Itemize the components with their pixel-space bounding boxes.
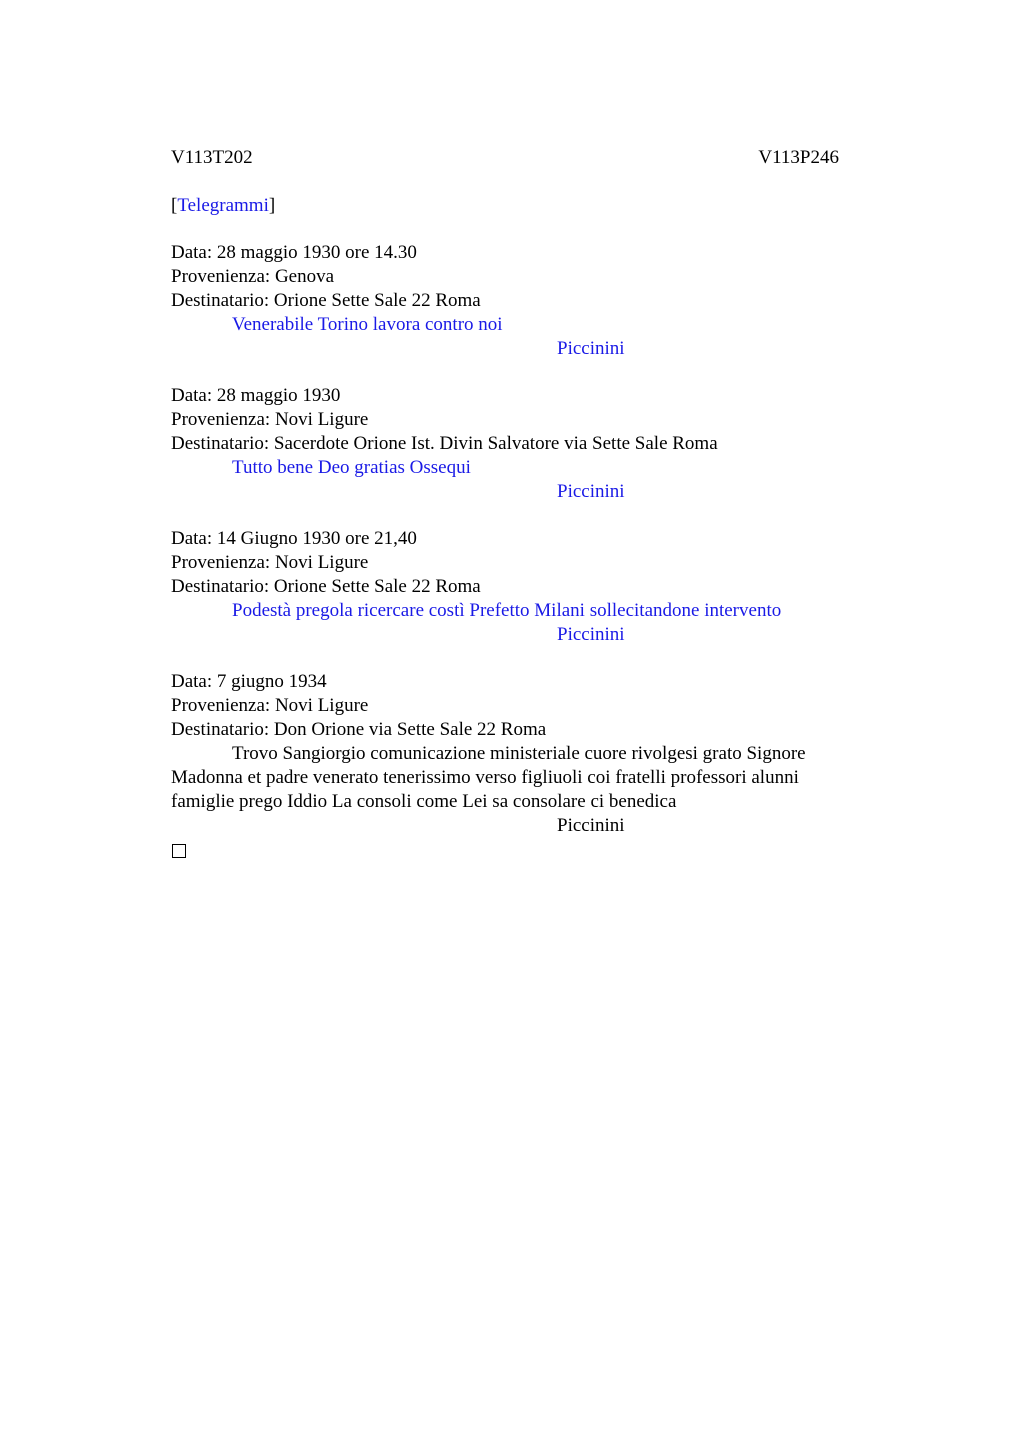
date-label: Data: — [171, 242, 217, 263]
document-code-right: V113P246 — [758, 147, 839, 168]
telegram-recipient-line — [171, 575, 861, 599]
document-body — [171, 146, 861, 858]
telegram-recipient-line — [171, 432, 861, 456]
telegram-origin-line — [171, 408, 861, 432]
telegram-signature[interactable]: Piccinini — [557, 624, 625, 645]
telegram-signature[interactable]: Piccinini — [557, 481, 625, 502]
telegram-recipient-line — [171, 289, 861, 313]
telegram-recipient-line — [171, 718, 861, 742]
date-label: Data: — [171, 528, 217, 549]
origin-label: Provenienza: — [171, 695, 275, 716]
telegram-recipient: Orione Sette Sale 22 Roma — [273, 576, 481, 597]
telegram-message[interactable]: Tutto bene Deo gratias Ossequi — [232, 457, 471, 478]
telegram-message[interactable]: Podestà pregola ricercare costì Prefetto Milani sollecitandone intervento — [232, 600, 782, 621]
close-bracket: ] — [268, 195, 276, 216]
end-marker-box-icon — [172, 844, 186, 858]
recipient-label: Destinatario: — [171, 290, 274, 311]
telegram-origin-line — [171, 694, 861, 718]
telegram-recipient: Sacerdote Orione Ist. Divin Salvatore via Sette Sale Roma — [273, 433, 718, 454]
telegram-recipient: Don Orione via Sette Sale 22 Roma — [273, 719, 547, 740]
origin-label: Provenienza: — [171, 409, 275, 430]
date-label: Data: — [171, 671, 217, 692]
telegram-date-line — [171, 527, 861, 551]
telegram-entry — [171, 241, 861, 361]
telegram-message[interactable]: Venerabile Torino lavora contro noi — [232, 314, 503, 335]
telegram-signature[interactable]: Piccinini — [557, 338, 625, 359]
origin-label: Provenienza: — [171, 266, 275, 287]
telegram-signature: Piccinini — [557, 815, 625, 836]
telegram-date: 14 Giugno 1930 ore 21,40 — [216, 528, 417, 549]
telegram-message: Trovo Sangiorgio comunicazione ministeriale cuore rivolgesi grato Signore Madonna et padre venerato tenerissimo verso figliuoli coi fratelli professori alunni famiglie prego Iddio La consoli come Lei sa consolare ci benedica — [171, 743, 806, 812]
document-header — [171, 146, 861, 170]
telegram-entry — [171, 384, 861, 504]
recipient-label: Destinatario: — [171, 719, 274, 740]
telegram-date: 7 giugno 1934 — [216, 671, 327, 692]
telegram-date-line — [171, 241, 861, 265]
section-heading — [171, 194, 861, 218]
telegram-origin-line — [171, 551, 861, 575]
recipient-label: Destinatario: — [171, 433, 274, 454]
telegram-origin: Genova — [274, 266, 335, 287]
telegram-recipient: Orione Sette Sale 22 Roma — [273, 290, 481, 311]
telegram-date-line — [171, 670, 861, 694]
telegram-entry — [171, 527, 861, 647]
telegram-origin: Novi Ligure — [274, 695, 369, 716]
telegram-date: 28 maggio 1930 — [216, 385, 341, 406]
document-code-left: V113T202 — [171, 147, 253, 168]
telegrammi-link[interactable]: Telegrammi — [177, 195, 269, 216]
open-bracket: [ — [171, 195, 178, 216]
telegram-date: 28 maggio 1930 ore 14.30 — [216, 242, 417, 263]
telegram-origin: Novi Ligure — [274, 552, 369, 573]
telegram-entry — [171, 670, 861, 838]
telegram-origin-line — [171, 265, 861, 289]
origin-label: Provenienza: — [171, 552, 275, 573]
date-label: Data: — [171, 385, 217, 406]
recipient-label: Destinatario: — [171, 576, 274, 597]
telegram-date-line — [171, 384, 861, 408]
telegram-origin: Novi Ligure — [274, 409, 369, 430]
